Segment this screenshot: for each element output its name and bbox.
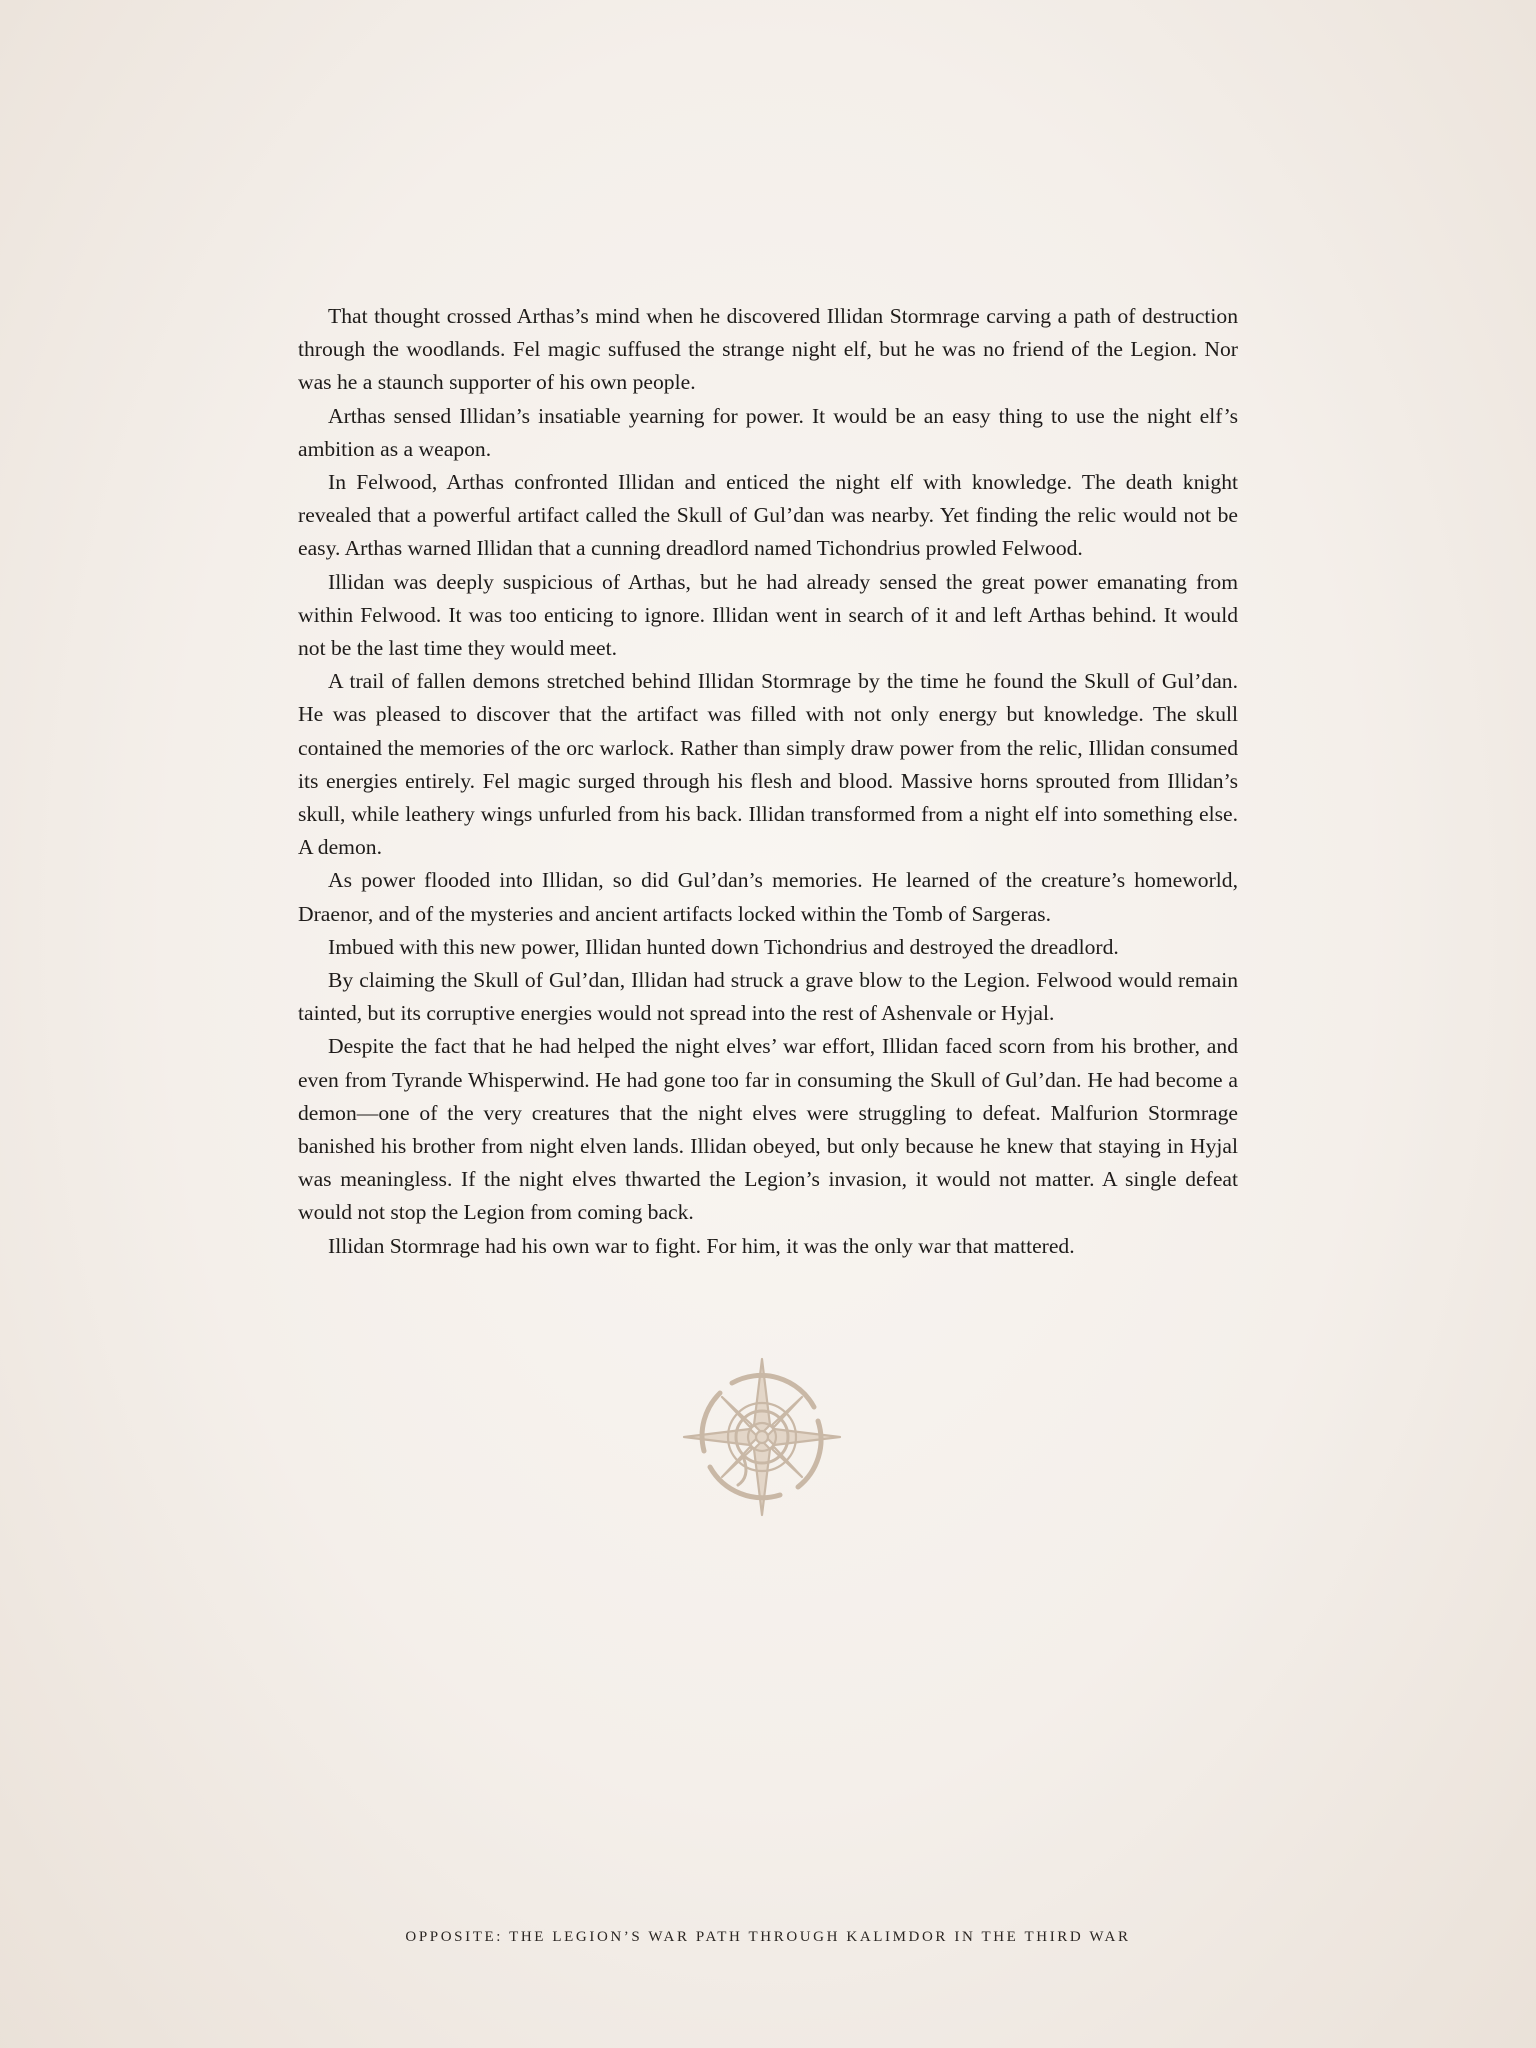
paragraph-4: Illidan was deeply suspicious of Arthas, but he had already sensed the great power emanating from within Felwood. It was too enticing to ignore. Illidan went in search of it and left Arthas behind. It would not be the last time they would meet. <box>298 569 1238 661</box>
paragraph-10: Illidan Stormrage had his own war to fight. For him, it was the only war that mattered. <box>328 1233 1075 1258</box>
body-text <box>298 300 1238 1263</box>
paragraph-7: Imbued with this new power, Illidan hunted down Tichondrius and destroyed the dreadlord. <box>328 934 1119 959</box>
paragraph-3: In Felwood, Arthas confronted Illidan and enticed the night elf with knowledge. The death knight revealed that a powerful artifact called the Skull of Gul’dan was nearby. Yet finding the relic would not be easy. Arthas warned Illidan that a cunning dreadlord named Tichondrius prowled Felwood. <box>298 470 1238 561</box>
paragraph-1: That thought crossed Arthas’s mind when he discovered Illidan Stormrage carving a path of destruction through the woodlands. Fel magic suffused the strange night elf, but he was no friend of the Legion. Nor was he a staunch supporter of his own people. <box>298 304 1238 395</box>
paragraph-8: By claiming the Skull of Gul’dan, Illidan had struck a grave blow to the Legion. Felwood would remain tainted, but its corruptive energies would not spread into the rest of Ashenvale or Hyjal. <box>298 968 1238 1026</box>
compass-rose-icon <box>680 1355 844 1519</box>
paragraph-5: A trail of fallen demons stretched behind Illidan Stormrage by the time he found the Skull of Gul’dan. He was pleased to discover that the artifact was filled with not only energy but knowledge. The skull contained the memories of the orc warlock. Rather than simply draw power from the relic, Illidan consumed its energies entirely. Fel magic surged through his flesh and blood. Massive horns sprouted from Illidan’s skull, while leathery wings unfurled from his back. Illidan transformed from a night elf into something else. A demon. <box>298 669 1238 860</box>
caption: OPPOSITE: THE LEGION’S WAR PATH THROUGH KALIMDOR IN THE THIRD WAR <box>405 1929 1131 1945</box>
paragraph-2: Arthas sensed Illidan’s insatiable yearning for power. It would be an easy thing to use the night elf’s ambition as a weapon. <box>298 403 1238 461</box>
paragraph-9: Despite the fact that he had helped the night elves’ war effort, Illidan faced scorn from his brother, and even from Tyrande Whisperwind. He had gone too far in consuming the Skull of Gul’dan. He had become a demon—one of the very creatures that the night elves were struggling to defeat. Malfurion Stormrage banished his brother from night elven lands. Illidan obeyed, but only because he knew that staying in Hyjal was meaningless. If the night elves thwarted the Legion’s invasion, it would not matter. A single defeat would not stop the Legion from coming back. <box>298 1034 1238 1225</box>
paragraph-6: As power flooded into Illidan, so did Gul’dan’s memories. He learned of the creature’s homeworld, Draenor, and of the mysteries and ancient artifacts locked within the Tomb of Sargeras. <box>298 868 1238 926</box>
